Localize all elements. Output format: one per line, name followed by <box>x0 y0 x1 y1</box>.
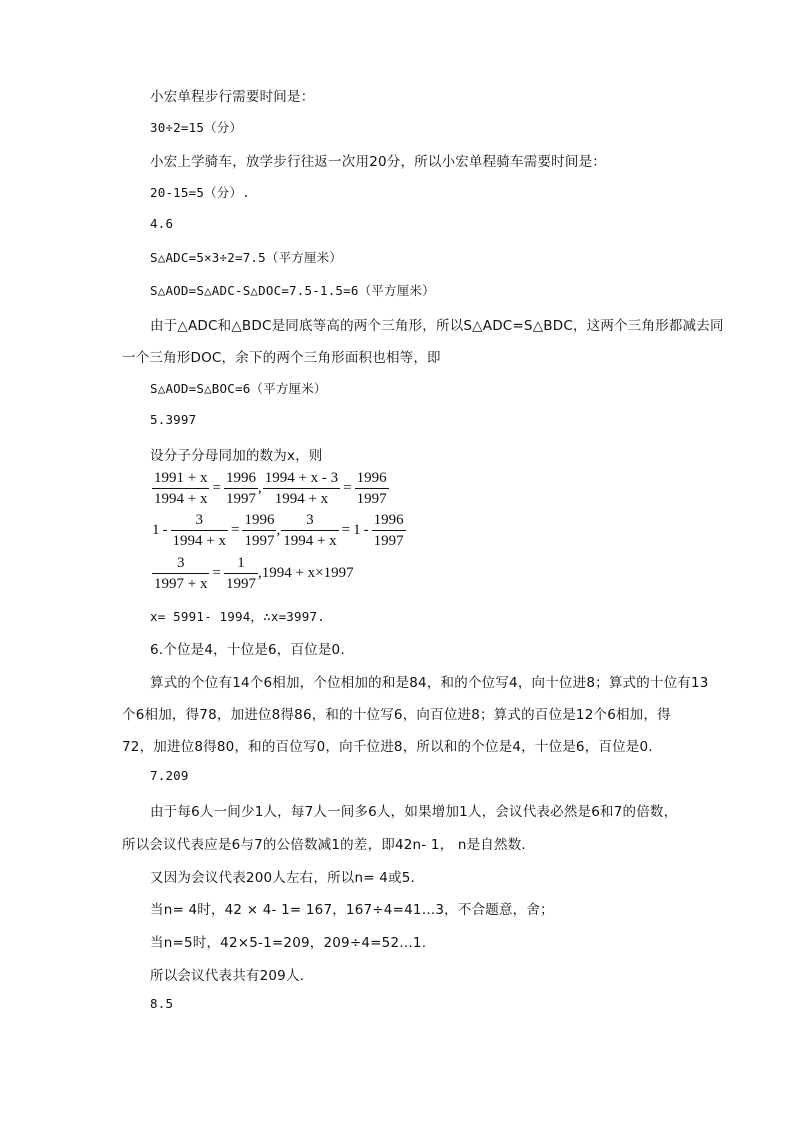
fraction <box>224 468 258 509</box>
equals-sign: = <box>212 480 221 496</box>
text-line: 小宏上学骑车，放学步行往返一次用20分，所以小宏单程骑车需要时间是： <box>150 154 606 170</box>
denominator: 1997 + x <box>154 576 208 592</box>
numerator: 1991 + x <box>152 468 209 489</box>
equals-sign: = <box>341 522 351 538</box>
fraction <box>263 468 340 509</box>
equals-sign: = <box>343 480 352 496</box>
denominator: 1997 <box>244 533 275 549</box>
section-number: 5.3997 <box>150 412 197 427</box>
text-line: x= 5991- 1994，∴x=3997. <box>150 609 325 624</box>
fraction <box>242 510 276 551</box>
text-line: 6.个位是4，十位是6，百位是0. <box>150 642 345 658</box>
equation-row-3 <box>152 553 354 594</box>
term: 1 <box>353 522 361 538</box>
minus-sign: - <box>162 522 168 538</box>
text-line: S△ADC=5×3÷2=7.5（平方厘米） <box>150 250 343 265</box>
text-line: 由于每6人一间少1人，每7人一间多6人，如果增加1人，会议代表必然是6和7的倍数， <box>150 804 678 820</box>
text-line: 又因为会议代表200人左右，所以n= 4或5. <box>150 870 415 886</box>
text-line: 72，加进位8得80，和的百位写0，向千位进8，所以和的个位是4，十位是6，百位是0. <box>122 739 653 755</box>
fraction <box>372 510 406 551</box>
denominator: 1994 + x <box>283 533 337 549</box>
equation-tail: ,1994 + x×1997 <box>257 565 354 581</box>
numerator: 1996 <box>372 510 406 531</box>
numerator: 1996 <box>242 510 276 531</box>
denominator: 1994 + x <box>274 491 329 507</box>
fraction <box>355 468 389 509</box>
text-line: 当n=5时，42×5-1=209，209÷4=52…1. <box>150 935 427 951</box>
equation-row-1 <box>152 468 389 509</box>
text-line: 所以会议代表应是6与7的公倍数减1的差，即42n- 1， n是自然数. <box>122 837 526 853</box>
text-line: 设分子分母同加的数为x，则 <box>150 448 323 464</box>
fraction <box>281 510 338 551</box>
numerator: 1994 + x - 3 <box>263 468 340 489</box>
separator: , <box>257 480 262 496</box>
fraction <box>152 468 209 509</box>
text-line: 小宏单程步行需要时间是： <box>150 89 315 105</box>
denominator: 1994 + x <box>172 533 226 549</box>
numerator: 1996 <box>224 468 258 489</box>
fraction <box>171 510 228 551</box>
equals-sign: = <box>212 565 221 581</box>
denominator: 1997 <box>225 576 256 592</box>
equals-sign: = <box>230 522 240 538</box>
numerator: 3 <box>171 510 228 531</box>
denominator: 1997 <box>225 491 256 507</box>
minus-sign: - <box>363 522 369 538</box>
text-line: 算式的个位有14个6相加，个位相加的和是84，和的个位写4，向十位进8；算式的十位有13 <box>150 675 709 691</box>
numerator: 1 <box>224 553 258 574</box>
text-line: 30÷2=15（分） <box>150 120 243 135</box>
numerator: 3 <box>281 510 338 531</box>
numerator: 1996 <box>355 468 389 489</box>
text-line: 个6相加，得78，加进位8得86，和的十位写6，向百位进8；算式的百位是12个6相加，得 <box>122 707 671 723</box>
text-line: S△AOD=S△BOC=6（平方厘米） <box>150 381 327 396</box>
denominator: 1994 + x <box>154 491 208 507</box>
denominator: 1997 <box>373 533 404 549</box>
denominator: 1997 <box>356 491 387 507</box>
text-line: S△AOD=S△ADC-S△DOC=7.5-1.5=6（平方厘米） <box>150 283 435 298</box>
text-line: 所以会议代表共有209人. <box>150 968 305 984</box>
separator: , <box>276 522 281 538</box>
numerator: 3 <box>152 553 209 574</box>
text-line: 20-15=5（分）. <box>150 185 250 200</box>
equation-row-2 <box>152 510 406 551</box>
fraction <box>224 553 258 594</box>
section-number: 8.5 <box>150 996 174 1011</box>
fraction <box>152 553 209 594</box>
text-line: 由于△ADC和△BDC是同底等高的两个三角形，所以S△ADC=S△BDC，这两个三角形都减去同 <box>150 318 724 334</box>
text-line: 当n= 4时，42 × 4- 1= 167，167÷4=41…3，不合题意，舍； <box>150 902 554 918</box>
text-line: 一个三角形DOC，余下的两个三角形面积也相等，即 <box>122 350 441 366</box>
section-number: 4.6 <box>150 216 174 231</box>
section-number: 7.209 <box>150 768 189 783</box>
term: 1 <box>152 522 160 538</box>
